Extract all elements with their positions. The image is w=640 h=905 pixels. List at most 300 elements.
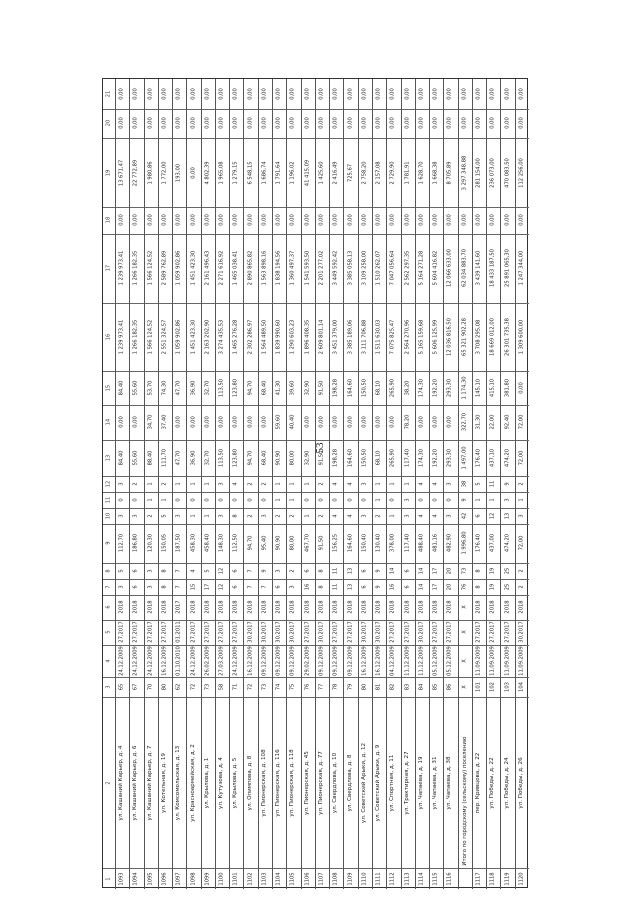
field-separator	[103, 579, 529, 580]
value-cell: 0,00	[189, 117, 196, 130]
value-cell: 25	[503, 583, 510, 590]
row-number-cell: 1115	[432, 872, 439, 886]
value-cell: 6	[361, 585, 368, 589]
value-cell: 156,25	[332, 534, 339, 553]
value-cell: 1	[389, 514, 396, 518]
value-cell: 27.2017	[346, 621, 353, 644]
value-cell: 0	[361, 498, 368, 502]
address-cell: ул. Чапаева, д. 19	[418, 756, 425, 810]
value-cell: 1 996,80	[461, 531, 468, 555]
value-cell: 88,40	[147, 450, 154, 466]
value-cell: 467,70	[304, 534, 311, 553]
value-cell: 281 154,00	[475, 157, 482, 188]
value-cell: 0	[446, 498, 453, 502]
value-cell: 1 059 902,86	[175, 319, 182, 355]
value-cell: 0,00	[247, 416, 254, 429]
value-cell: 16.12.2009	[375, 645, 382, 676]
value-cell: 80	[361, 683, 368, 691]
value-cell: 2 564 270,96	[404, 319, 411, 355]
value-cell: 5	[475, 482, 482, 486]
row-number-cell: 1112	[389, 872, 396, 886]
value-cell: 111,70	[161, 448, 168, 467]
value-cell: 32,70	[204, 450, 211, 466]
value-cell: 0,00	[489, 117, 496, 130]
row-separator	[500, 79, 501, 889]
row-number-cell: 1107	[318, 872, 325, 886]
column-number: 8	[105, 569, 112, 573]
row-separator	[272, 79, 273, 889]
value-cell: 0,00	[432, 88, 439, 100]
value-cell: 0,00	[232, 88, 239, 100]
value-cell: 0,00	[389, 117, 396, 130]
value-cell: 2018	[304, 600, 311, 614]
value-cell: 0,00	[189, 88, 196, 100]
value-cell: 91,50	[318, 380, 325, 396]
value-cell: 0,00	[204, 88, 211, 100]
value-cell: 11.09.2009	[489, 645, 496, 676]
value-cell: 37,40	[161, 414, 168, 430]
value-cell: 2018	[361, 600, 368, 614]
value-cell: 30.2017	[361, 621, 368, 644]
address-cell: ул. Крылова, д. 1	[203, 757, 210, 809]
value-cell: 123,80	[232, 448, 239, 467]
value-cell: 24.12.2009	[147, 645, 154, 676]
value-cell: 86	[446, 683, 453, 691]
column-number: 19	[105, 169, 112, 176]
value-cell: 2018	[346, 600, 353, 614]
value-cell: 38	[461, 480, 468, 488]
value-cell: 79	[346, 683, 353, 691]
value-cell: 130,40	[375, 534, 382, 553]
value-cell: 0,00	[189, 416, 196, 429]
value-cell: 42	[461, 512, 468, 520]
value-cell: 2 271 616,92	[218, 251, 225, 286]
value-cell: 1 564 489,50	[261, 319, 268, 355]
row-separator	[229, 79, 230, 889]
value-cell: 0,00	[475, 117, 482, 130]
value-cell: 113,50	[218, 379, 225, 398]
value-cell: 1 451 423,30	[189, 251, 196, 286]
value-cell: 1	[375, 482, 382, 486]
value-cell: 0,00	[418, 214, 425, 227]
value-cell: 3 451 379,00	[332, 319, 339, 355]
value-cell: 1 290 603,23	[289, 319, 296, 355]
value-cell: 725,67	[346, 163, 353, 182]
value-cell: 34,70	[147, 414, 154, 430]
value-cell: 1 838 194,56	[275, 251, 282, 286]
value-cell: 192,20	[432, 448, 439, 467]
address-cell: ул. Чапаева, д. 31	[432, 756, 439, 810]
value-cell: 2	[318, 482, 325, 486]
value-cell: 1	[518, 498, 525, 502]
value-cell: 80,00	[289, 450, 296, 466]
value-cell: 0,00	[261, 214, 268, 227]
value-cell: 2018	[289, 600, 296, 614]
value-cell: 59,60	[275, 414, 282, 430]
value-cell: 2	[518, 482, 525, 486]
value-cell: 0	[304, 498, 311, 502]
field-separator	[103, 371, 529, 372]
value-cell: 91,50	[318, 535, 325, 551]
value-cell: 30.2017	[418, 621, 425, 644]
value-cell: 84,40	[118, 450, 125, 466]
value-cell: 9	[375, 569, 382, 573]
value-cell: 0,00	[332, 416, 339, 429]
value-cell: 0,00	[304, 117, 311, 130]
value-cell: 2018	[161, 600, 168, 614]
value-cell: 90,90	[275, 450, 282, 466]
value-cell: 378,00	[389, 534, 396, 553]
value-cell: 8	[161, 585, 168, 589]
row-separator	[429, 79, 430, 889]
value-cell: 1 980,86	[147, 160, 154, 185]
value-cell: 17	[432, 567, 439, 575]
column-number: 17	[105, 265, 112, 272]
value-cell: 0,00	[218, 214, 225, 227]
value-cell: 0,00	[261, 416, 268, 429]
value-cell: 0,00	[304, 416, 311, 429]
address-cell: ул. Кашаний Карьер, д. 4	[118, 745, 125, 821]
value-cell: 0,00	[361, 214, 368, 227]
value-cell: 1 239 973,41	[118, 319, 125, 355]
value-cell: 20	[446, 567, 453, 575]
value-cell: 1 266 182,35	[132, 251, 139, 286]
value-cell: 0,00	[446, 214, 453, 227]
value-cell: 3	[518, 514, 525, 518]
value-cell: 1	[375, 498, 382, 502]
value-cell: 3	[261, 514, 268, 518]
value-cell: 09.12.2009	[261, 645, 268, 676]
value-cell: 0,00	[375, 88, 382, 100]
value-cell: 1 497,00	[461, 446, 468, 470]
value-cell: 11.12.2009	[418, 645, 425, 676]
field-separator	[103, 508, 529, 509]
value-cell: 0,00	[147, 214, 154, 227]
value-cell: 0,00	[161, 88, 168, 100]
value-cell: 83	[404, 683, 411, 691]
row-separator	[372, 79, 373, 889]
value-cell: 437,00	[489, 534, 496, 553]
value-cell: 6	[132, 585, 139, 589]
value-cell: 1	[189, 482, 196, 486]
value-cell: 16	[389, 583, 396, 590]
value-cell: 2 302 286,97	[247, 319, 254, 355]
row-number-cell: 1102	[247, 872, 254, 886]
value-cell: 0,00	[275, 117, 282, 130]
value-cell: 13	[346, 583, 353, 590]
value-cell: 80	[161, 683, 168, 691]
value-cell: 3 385 189,06	[346, 319, 353, 355]
value-cell: 4	[189, 569, 196, 573]
value-cell: 0,00	[204, 117, 211, 130]
value-cell: 1	[304, 482, 311, 486]
value-cell: 55,60	[132, 450, 139, 466]
value-cell: 09.12.2009	[289, 645, 296, 676]
row-number-cell: 1109	[346, 872, 353, 886]
value-cell: 0,00	[275, 88, 282, 100]
value-cell: 27.2017	[489, 621, 496, 644]
value-cell: 186,80	[132, 534, 139, 553]
value-cell: 13	[503, 512, 510, 520]
row-number-cell: 1101	[232, 872, 239, 886]
value-cell: 14	[418, 567, 425, 575]
value-cell: 104	[518, 682, 525, 693]
value-cell: 16.12.2009	[161, 645, 168, 676]
value-cell: 150,50	[361, 379, 368, 398]
address-cell: ул. Пионерская, д. 116	[275, 749, 282, 817]
value-cell: 77	[318, 683, 325, 691]
value-cell: 0,00	[432, 117, 439, 130]
row-number-cell: 1103	[261, 872, 268, 886]
value-cell: 11.09.2009	[503, 645, 510, 676]
value-cell: 470 083,50	[503, 157, 510, 188]
value-cell: 474,20	[503, 448, 510, 467]
value-cell: 0,00	[147, 88, 154, 100]
value-cell: 2018	[204, 600, 211, 614]
value-cell: 3	[404, 498, 411, 502]
value-cell: 2018	[418, 600, 425, 614]
value-cell: 1 686,74	[261, 160, 268, 185]
value-cell: 1	[161, 498, 168, 502]
value-cell: 9	[503, 482, 510, 486]
value-cell: 112,50	[232, 534, 239, 553]
row-separator	[243, 79, 244, 889]
value-cell: 0,00	[332, 117, 339, 130]
value-cell: 4	[418, 514, 425, 518]
value-cell: 482,90	[446, 534, 453, 553]
value-cell: 55,60	[132, 380, 139, 396]
address-cell: Итого по городскому (сельскому) поселению	[461, 736, 468, 866]
row-number-cell: 1116	[446, 872, 453, 886]
value-cell: 24.12.2009	[232, 645, 239, 676]
value-cell: 27.2017	[332, 621, 339, 644]
value-cell: 0,00	[289, 88, 296, 100]
value-cell: 74,30	[161, 380, 168, 396]
column-number: 1	[105, 877, 112, 881]
field-separator	[103, 595, 529, 596]
value-cell: 2	[247, 482, 254, 486]
value-cell: 1 247 344,00	[518, 251, 525, 286]
value-cell: 0,00	[432, 416, 439, 429]
value-cell: 22 772,89	[132, 159, 139, 186]
row-separator	[401, 79, 402, 889]
row-separator	[129, 79, 130, 889]
field-separator	[103, 476, 529, 477]
value-cell: 3	[503, 498, 510, 502]
value-cell: 24.12.2009	[132, 645, 139, 676]
value-cell: 94,70	[247, 380, 254, 396]
value-cell: 0,00	[232, 117, 239, 130]
value-cell: 6	[404, 585, 411, 589]
field-separator	[103, 405, 529, 406]
address-cell: ул. Советский Арыки, д. 9	[375, 744, 382, 822]
value-cell: 17	[204, 583, 211, 590]
value-cell: 8	[318, 569, 325, 573]
value-cell: 415,10	[489, 379, 496, 398]
value-cell: 1 791,64	[275, 160, 282, 185]
value-cell: 0,00	[404, 88, 411, 100]
row-separator	[286, 79, 287, 889]
value-cell: 265,90	[389, 379, 396, 398]
value-cell: 0,00	[175, 214, 182, 227]
field-separator	[103, 868, 529, 869]
value-cell: 27.2017	[304, 621, 311, 644]
value-cell: 3 274 435,53	[218, 319, 225, 355]
value-cell: 164,60	[346, 534, 353, 553]
value-cell: 0	[132, 498, 139, 502]
value-cell: 36,90	[189, 380, 196, 396]
field-separator	[103, 677, 529, 678]
value-cell: 1 279,15	[232, 160, 239, 185]
value-cell: 2018	[232, 600, 239, 614]
value-cell: 2 157,08	[375, 160, 382, 185]
value-cell: 0,00	[161, 117, 168, 130]
value-cell: 27.2017	[475, 621, 482, 644]
value-cell: 1 059 902,86	[175, 251, 182, 286]
column-number: 6	[105, 605, 112, 609]
value-cell: 1	[175, 482, 182, 486]
row-separator	[443, 79, 444, 889]
value-cell: 1	[404, 482, 411, 486]
value-cell: 8	[161, 569, 168, 573]
value-cell: 47,70	[175, 450, 182, 466]
value-cell: 0,00	[118, 416, 125, 429]
value-cell: 4	[418, 482, 425, 486]
value-cell: 193,00	[175, 163, 182, 182]
value-cell: X	[461, 659, 468, 663]
field-separator	[103, 563, 529, 564]
row-separator	[329, 79, 330, 889]
value-cell: 0,00	[204, 416, 211, 429]
value-cell: 0,00	[518, 117, 525, 130]
value-cell: 84,40	[118, 380, 125, 396]
row-separator	[358, 79, 359, 889]
value-cell: 4	[332, 514, 339, 518]
value-cell: 3	[118, 514, 125, 518]
value-cell: 8	[475, 569, 482, 573]
value-cell: 176,40	[475, 448, 482, 467]
column-number: 15	[105, 384, 112, 392]
value-cell: 458,40	[204, 534, 211, 553]
address-cell: ул. Свердлова, д. 8	[346, 754, 353, 812]
value-cell: 164,60	[346, 448, 353, 467]
row-number-cell: 1096	[161, 872, 168, 886]
value-cell: 0	[418, 498, 425, 502]
value-cell: 8	[232, 514, 239, 518]
value-cell: 0,00	[503, 88, 510, 100]
column-number: 4	[105, 659, 112, 663]
row-number-cell: 1100	[218, 872, 225, 886]
value-cell: 0,00	[175, 88, 182, 100]
value-cell: 25	[503, 567, 510, 575]
value-cell: 0,00	[232, 214, 239, 227]
value-cell: 117,40	[404, 448, 411, 467]
value-cell: 2	[518, 569, 525, 573]
value-cell: 0,00	[147, 117, 154, 130]
value-cell: 293,30	[446, 379, 453, 398]
value-cell: 0,00	[304, 214, 311, 227]
address-cell: ул. Победы, д. 22	[489, 757, 496, 809]
value-cell: 15	[189, 583, 196, 590]
value-cell: 103	[503, 682, 510, 693]
value-cell: 24.12.2009	[189, 645, 196, 676]
value-cell: 293,30	[446, 448, 453, 467]
value-cell: 1	[475, 498, 482, 502]
value-cell: 4	[432, 514, 439, 518]
value-cell: 1 772,00	[161, 160, 168, 185]
value-cell: 2018	[389, 600, 396, 614]
value-cell: 2018	[375, 600, 382, 614]
field-separator	[103, 524, 529, 525]
value-cell: 0,00	[318, 416, 325, 429]
value-cell: 3	[118, 585, 125, 589]
row-separator	[172, 79, 173, 889]
value-cell: 65 321 902,28	[461, 317, 468, 356]
value-cell: 1 465 276,28	[232, 319, 239, 355]
value-cell: 72	[247, 683, 254, 691]
value-cell: 1	[389, 482, 396, 486]
value-cell: 3	[404, 514, 411, 518]
value-cell: 2	[247, 514, 254, 518]
value-cell: 488,40	[418, 534, 425, 553]
value-cell: 27.2017	[503, 621, 510, 644]
value-cell: 0,00	[118, 88, 125, 100]
value-cell: 73	[261, 683, 268, 691]
value-cell: 73	[204, 683, 211, 691]
value-cell: 2	[275, 514, 282, 518]
value-cell: 68,10	[375, 380, 382, 396]
value-cell: 3	[132, 514, 139, 518]
value-cell: 2 609 801,14	[318, 319, 325, 355]
value-cell: 192,20	[432, 379, 439, 398]
value-cell: 81	[375, 683, 382, 691]
value-cell: 1 239 973,41	[118, 251, 125, 286]
row-number-cell: 1098	[189, 872, 196, 886]
value-cell: 0,00	[361, 416, 368, 429]
value-cell: 0,00	[375, 416, 382, 429]
value-cell: 0,00	[289, 214, 296, 227]
value-cell: 3	[147, 569, 154, 573]
value-cell: 1 196,02	[289, 160, 296, 185]
address-cell: ул. Крылова, д. 5	[232, 757, 239, 809]
value-cell: 1 174,30	[461, 376, 468, 400]
value-cell: 5	[161, 514, 168, 518]
value-cell: 09.12.2009	[346, 645, 353, 676]
value-cell: 0,00	[318, 117, 325, 130]
value-cell: 2018	[503, 600, 510, 614]
value-cell: 58	[218, 683, 225, 691]
value-cell: 1	[147, 482, 154, 486]
address-cell: ул. Кашаний Карьер, д. 7	[146, 745, 153, 821]
value-cell: 2018	[275, 600, 282, 614]
value-cell: 123,80	[232, 379, 239, 398]
row-separator	[515, 79, 516, 889]
value-cell: 0,00	[503, 214, 510, 227]
value-cell: 41 415,09	[304, 159, 311, 186]
value-cell: 2 416,49	[332, 160, 339, 185]
value-cell: 0,00	[247, 214, 254, 227]
value-cell: 80,00	[289, 535, 296, 551]
value-cell: 76	[461, 583, 468, 590]
value-cell: 7 075 825,47	[389, 319, 396, 355]
column-number: 7	[105, 585, 112, 589]
address-cell: ул. Советский Арыки, д. 12	[361, 742, 368, 823]
value-cell: 2 562 297,35	[404, 251, 411, 286]
value-cell: 71	[232, 683, 239, 691]
value-cell: 68,10	[375, 450, 382, 466]
value-cell: 3 109 258,00	[361, 251, 368, 286]
value-cell: 6 548,15	[247, 160, 254, 185]
